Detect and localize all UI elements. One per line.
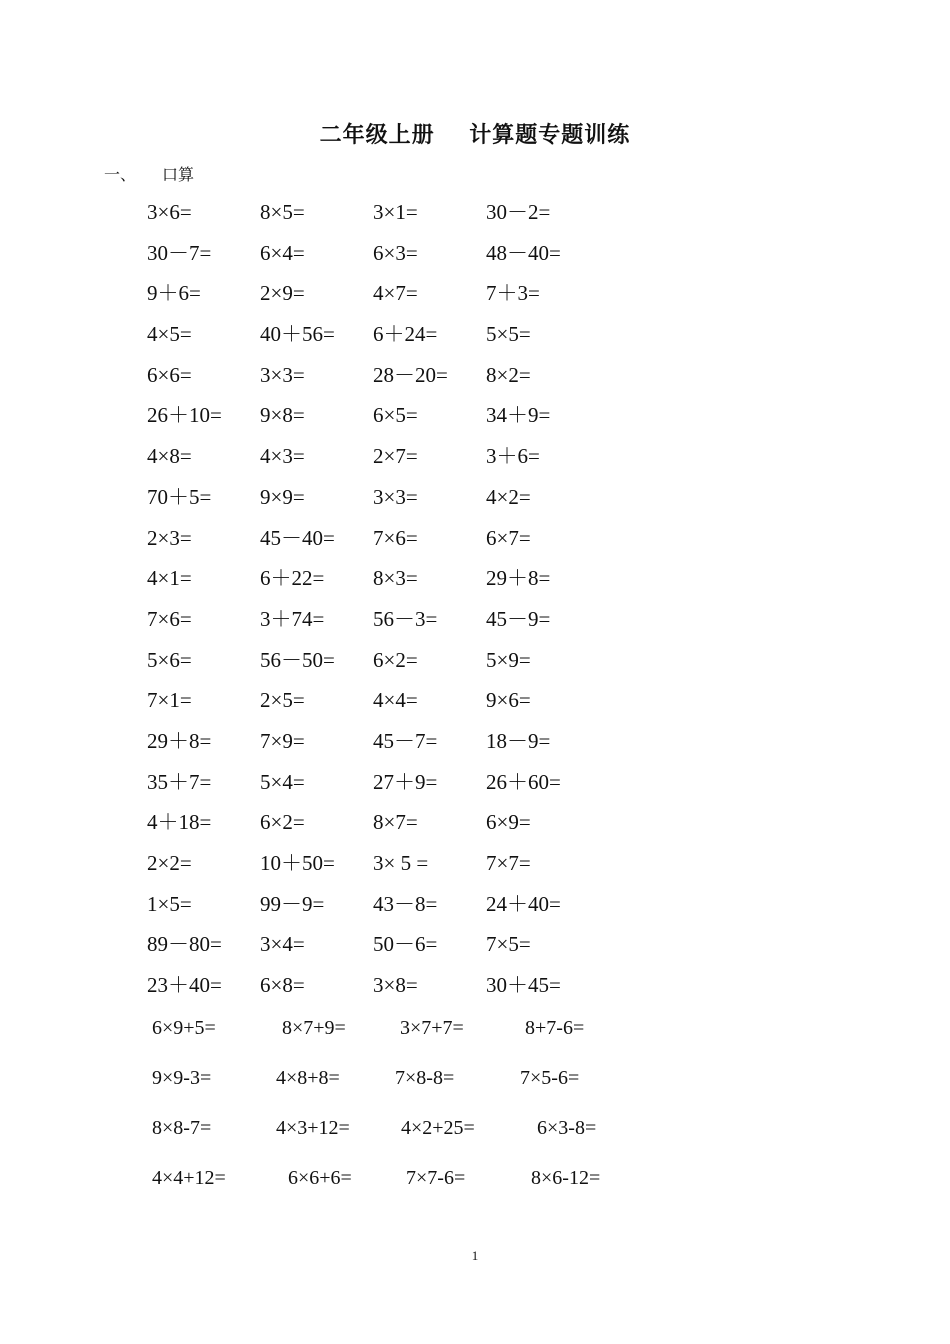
- problem: 26＋10=: [147, 403, 222, 428]
- section-heading: [104, 162, 194, 185]
- problem: 8×7+9=: [282, 1017, 346, 1039]
- problem: 45－7=: [373, 728, 438, 753]
- problem: 30－7=: [147, 240, 212, 265]
- problem-row: [147, 198, 599, 239]
- problem: 7×1=: [147, 688, 192, 713]
- problem: 4＋18=: [147, 810, 212, 835]
- problem-row: [147, 279, 599, 320]
- problem: 3× 5 =: [373, 851, 429, 875]
- problem: 6×3-8=: [537, 1117, 597, 1139]
- oral-calculation-grid: [147, 198, 599, 1012]
- problem-row: [147, 483, 599, 524]
- problem: 30＋45=: [486, 973, 561, 998]
- problem-row: [147, 361, 599, 402]
- problem-row: [147, 239, 599, 280]
- problem: 70＋5=: [147, 484, 212, 509]
- problem: 7×7-6=: [406, 1167, 466, 1189]
- problem-row: [147, 686, 599, 727]
- problem: 6×7=: [486, 525, 531, 550]
- problem: 6×3=: [373, 240, 418, 265]
- problem: 8×5=: [260, 200, 305, 224]
- problem: 1×5=: [147, 891, 192, 916]
- problem: 2×2=: [147, 851, 192, 875]
- problem: 3×7+7=: [400, 1017, 464, 1039]
- problem: 6＋22=: [260, 566, 325, 591]
- problem: 8+7-6=: [525, 1017, 585, 1039]
- problem: 27＋9=: [373, 769, 438, 794]
- problem: 9×9=: [260, 484, 305, 509]
- problem: 9×8=: [260, 403, 305, 428]
- problem: 26＋60=: [486, 769, 561, 794]
- problem: 18－9=: [486, 728, 551, 753]
- problem: 6×8=: [260, 973, 305, 998]
- problem: 4×3+12=: [276, 1117, 350, 1139]
- problem: 6×2=: [260, 810, 305, 835]
- problem: 3×6=: [147, 200, 192, 224]
- problem: 56－3=: [373, 606, 438, 631]
- problem: 9＋6=: [147, 281, 201, 306]
- problem: 6＋24=: [373, 322, 438, 347]
- problem: 28－20=: [373, 362, 448, 387]
- problem: 7×6=: [373, 525, 418, 550]
- problem: 8×8-7=: [152, 1117, 212, 1139]
- problem: 50－6=: [373, 932, 438, 957]
- problem: 4×7=: [373, 281, 418, 306]
- problem: 24＋40=: [486, 891, 561, 916]
- problem: 4×2=: [486, 484, 531, 509]
- problem: 7×5-6=: [520, 1067, 580, 1089]
- problem: 23＋40=: [147, 973, 222, 998]
- problem: 4×3=: [260, 444, 305, 469]
- problem-row: [147, 524, 599, 565]
- problem: 7＋3=: [486, 281, 540, 306]
- problem: 6×9+5=: [152, 1017, 216, 1039]
- problem: 89－80=: [147, 932, 222, 957]
- problem: 8×2=: [486, 362, 531, 387]
- problem: 4×5=: [147, 322, 192, 347]
- problem: 8×7=: [373, 810, 418, 835]
- problem: 3×4=: [260, 932, 305, 957]
- problem-row: [147, 320, 599, 361]
- problem: 6×6+6=: [288, 1167, 352, 1189]
- problem: 29＋8=: [486, 566, 551, 591]
- problem: 35＋7=: [147, 769, 212, 794]
- problem: 5×5=: [486, 322, 531, 347]
- problem-row: [147, 605, 599, 646]
- problem: 6×6=: [147, 362, 192, 387]
- page-number: 1: [471, 1248, 479, 1263]
- problem: 4×4+12=: [152, 1167, 226, 1189]
- problem-row: [147, 646, 599, 687]
- problem: 5×9=: [486, 647, 531, 672]
- problem-row: [147, 930, 599, 971]
- problem-row: [147, 442, 599, 483]
- problem: 3×3=: [373, 484, 418, 509]
- problem: 3＋74=: [260, 606, 325, 631]
- problem: 99－9=: [260, 891, 325, 916]
- problem-row: [147, 727, 599, 768]
- problem-row: [147, 849, 599, 890]
- problem: 2×7=: [373, 444, 418, 469]
- problem: 45－40=: [260, 525, 335, 550]
- problem: 3×1=: [373, 200, 418, 224]
- problem: 6×5=: [373, 403, 418, 428]
- problem: 48－40=: [486, 240, 561, 265]
- problem: 5×6=: [147, 647, 192, 672]
- problem: 4×8+8=: [276, 1067, 340, 1089]
- problem: 2×5=: [260, 688, 305, 713]
- problem: 7×8-8=: [395, 1067, 455, 1089]
- problem: 43－8=: [373, 891, 438, 916]
- problem: 6×2=: [373, 647, 418, 672]
- problem: 40＋56=: [260, 322, 335, 347]
- problem: 4×4=: [373, 688, 418, 713]
- section-number: 一、: [104, 165, 137, 184]
- problem: 6×4=: [260, 240, 305, 265]
- problem: 8×6-12=: [531, 1167, 601, 1189]
- problem-row: [147, 401, 599, 442]
- problem: 10＋50=: [260, 851, 335, 875]
- problem: 29＋8=: [147, 728, 212, 753]
- problem-row: [147, 808, 599, 849]
- problem-row: [147, 768, 599, 809]
- problem: 9×9-3=: [152, 1067, 212, 1089]
- problem: 45－9=: [486, 606, 551, 631]
- problem: 7×6=: [147, 606, 192, 631]
- problem: 4×2+25=: [401, 1117, 475, 1139]
- problem: 2×3=: [147, 525, 192, 550]
- problem: 8×3=: [373, 566, 418, 591]
- problem: 4×1=: [147, 566, 192, 591]
- problem: 2×9=: [260, 281, 305, 306]
- problem: 56－50=: [260, 647, 335, 672]
- section-label: 口算: [162, 165, 195, 184]
- problem: 3×3=: [260, 362, 305, 387]
- problem-row: [147, 890, 599, 931]
- problem: 34＋9=: [486, 403, 551, 428]
- problem: 3×8=: [373, 973, 418, 998]
- problem: 6×9=: [486, 810, 531, 835]
- problem: 7×9=: [260, 728, 305, 753]
- problem-row: [147, 971, 599, 1012]
- problem: 7×7=: [486, 851, 531, 875]
- problem: 3＋6=: [486, 444, 540, 469]
- problem: 7×5=: [486, 932, 531, 957]
- problem: 30－2=: [486, 200, 551, 224]
- problem: 4×8=: [147, 444, 192, 469]
- problem: 5×4=: [260, 769, 305, 794]
- page-title: 二年级上册 计算题专题训练: [319, 123, 631, 148]
- problem: 9×6=: [486, 688, 531, 713]
- problem-row: [147, 564, 599, 605]
